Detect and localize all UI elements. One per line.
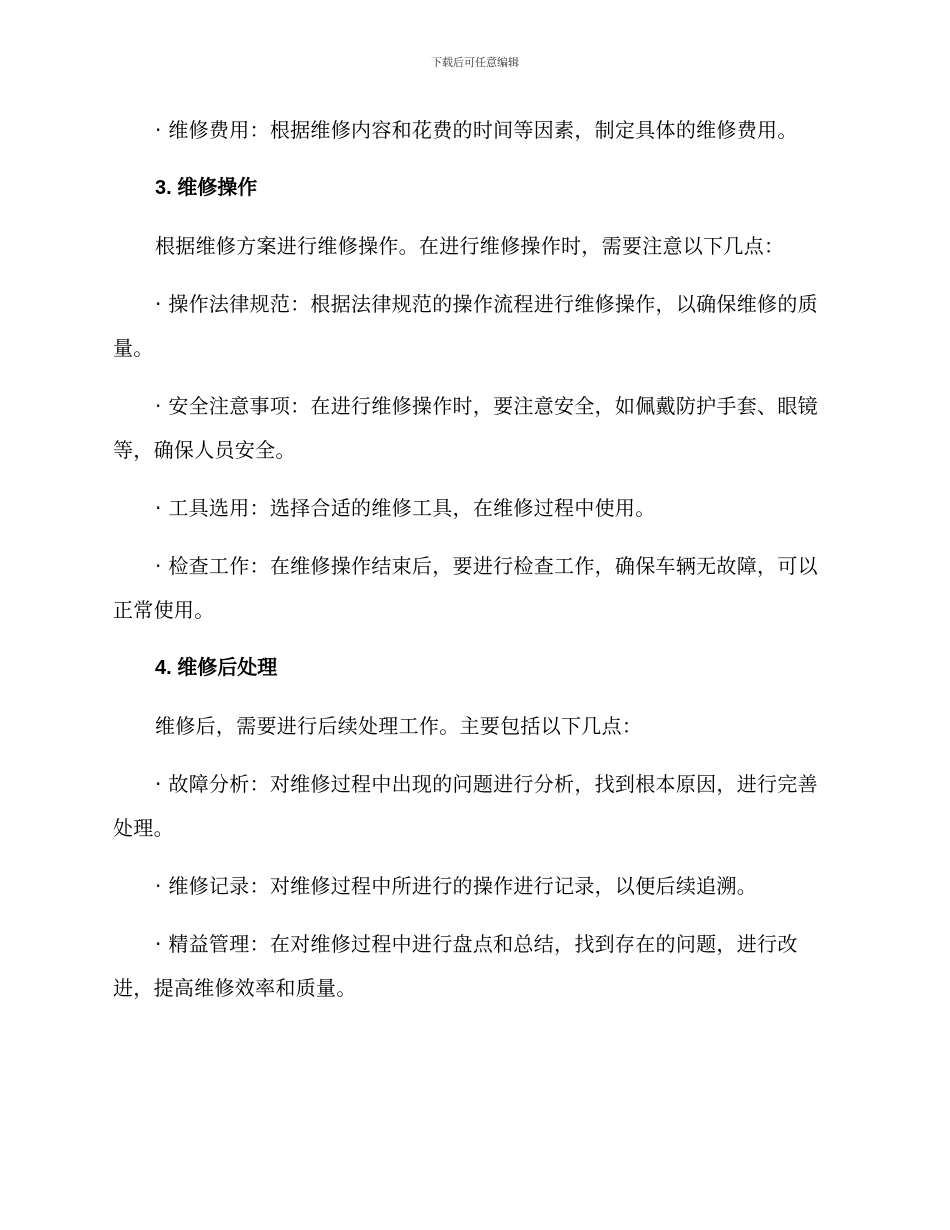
section-heading-post-maintenance: 4. 维修后处理 [155,657,278,679]
bullet-safety-notes: · 安全注意事项：在进行维修操作时，要注意安全，如佩戴防护手套、眼镜等，确保人员安全。 [113,394,818,462]
bullet-maintenance-record: · 维修记录：对维修过程中所进行的操作进行记录，以便后续追溯。 [155,874,758,898]
bullet-tool-selection: · 工具选用：选择合适的维修工具，在维修过程中使用。 [155,496,656,520]
bullet-fault-analysis: · 故障分析：对维修过程中出现的问题进行分析，找到根本原因，进行完善处理。 [113,772,818,840]
bullet-lean-management: · 精益管理：在对维修过程中进行盘点和总结，找到存在的问题，进行改进，提高维修效率和质量。 [113,932,798,1000]
page-header-note: 下载后可任意编辑 [431,56,519,69]
bullet-legal-norms: · 操作法律规范：根据法律规范的操作流程进行维修操作，以确保维修的质量。 [113,292,818,360]
document-body [113,108,825,1024]
bullet-maintenance-cost: · 维修费用：根据维修内容和花费的时间等因素，制定具体的维修费用。 [155,118,798,142]
paragraph-post-intro: 维修后，需要进行后续处理工作。主要包括以下几点： [155,714,643,738]
section-heading-maintenance-operation: 3. 维修操作 [155,177,258,199]
bullet-inspection: · 检查工作：在维修操作结束后，要进行检查工作，确保车辆无故障，可以正常使用。 [113,554,818,622]
paragraph-operation-intro: 根据维修方案进行维修操作。在进行维修操作时，需要注意以下几点： [155,234,785,258]
